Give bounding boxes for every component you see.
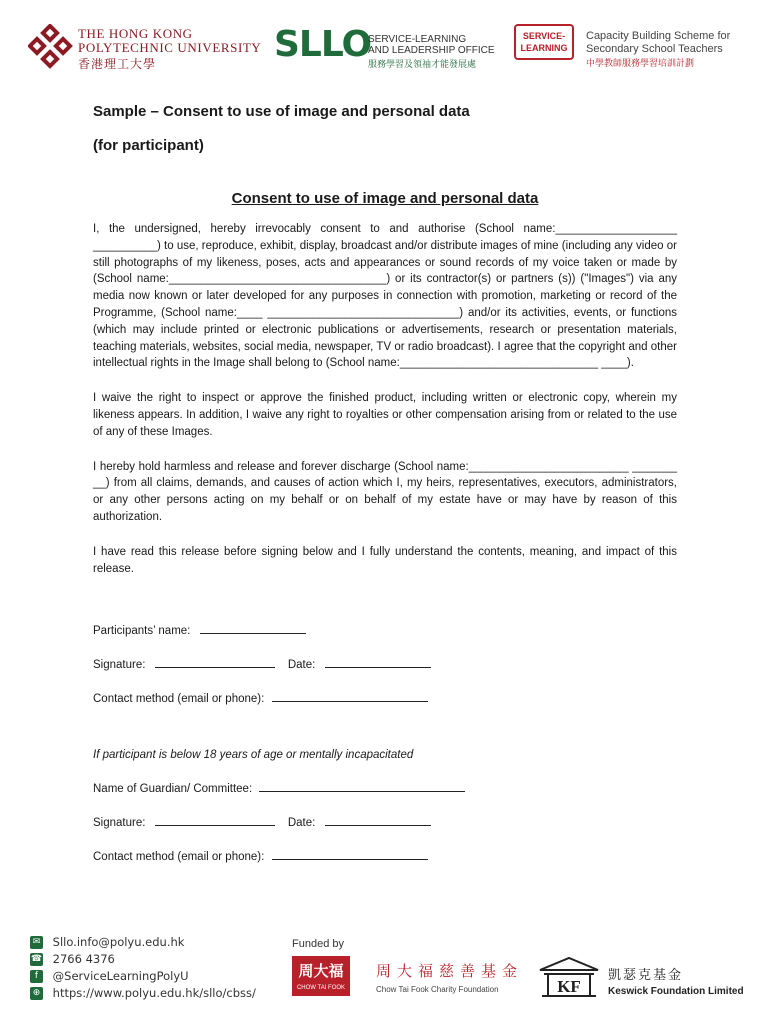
date-label: Date: <box>287 659 316 672</box>
sllo-name-line2: AND LEADERSHIP OFFICE <box>368 45 495 56</box>
polyu-name-en-line2: POLYTECHNIC UNIVERSITY <box>78 40 262 55</box>
guardian-contact-row <box>93 847 677 881</box>
scheme-name-zh: 中學教師服務學習培訓計劃 <box>586 58 695 68</box>
ctf-foundation-en: Chow Tai Fook Charity Foundation <box>376 985 499 994</box>
facebook-link[interactable]: @ServiceLearningPolyU <box>52 969 189 983</box>
consent-paragraph-2: I waive the right to inspect or approve the finished product, including written or electronic copy, wherein my likeness appears. In addition, I waive any right to royalties or other compensation arising from or related to the use of any of these Images. <box>93 392 677 438</box>
service-learning-badge: SERVICE- LEARNING <box>514 24 574 60</box>
guardian-name-label: Name of Guardian/ Committee: <box>93 783 253 796</box>
guardian-signature-blank[interactable] <box>155 813 275 826</box>
website-link[interactable]: https://www.polyu.edu.hk/sllo/cbss/ <box>52 986 256 1000</box>
guardian-date-label: Date: <box>287 817 316 830</box>
polyu-logo <box>28 22 260 72</box>
participant-fields <box>93 621 677 881</box>
contact-label: Contact method (email or phone): <box>93 693 265 706</box>
consent-paragraph-3: I hereby hold harmless and release and forever discharge (School name:_________________________ _______ __) from all claims, demands, and causes of action which I, my heirs, representatives, executors, administrators, or any other persons acting on my behalf or on behalf of my estate have or may have by reason of this authorization. <box>93 460 677 523</box>
guardian-date-blank[interactable] <box>325 813 431 826</box>
participant-name-label: Participants’ name: <box>93 625 191 638</box>
document-subheading: (for participant) <box>93 137 204 154</box>
guardian-note: If participant is below 18 years of age or mentally incapacitated <box>93 749 414 762</box>
contact-info <box>30 934 280 1002</box>
email-link[interactable]: Sllo.info@polyu.edu.hk <box>52 935 185 949</box>
document-heading: Sample – Consent to use of image and personal data <box>93 103 470 120</box>
ctf-foundation-name <box>376 960 523 994</box>
participant-contact-row <box>93 689 677 723</box>
ctf-logo <box>292 956 350 996</box>
signature-blank[interactable] <box>155 655 275 668</box>
guardian-name-row <box>93 779 677 813</box>
facebook-row <box>30 968 280 985</box>
consent-paragraph-4: I have read this release before signing below and I fully understand the contents, meaning, and impact of this release. <box>93 545 677 575</box>
guardian-signature-label: Signature: <box>93 817 146 830</box>
funded-by-label: Funded by <box>292 938 344 950</box>
footer <box>30 934 750 1004</box>
document-body <box>93 102 677 881</box>
keswick-foundation-name <box>608 964 744 997</box>
facebook-icon: f <box>30 970 43 983</box>
ctf-foundation-zh: 周大福慈善基金 <box>376 963 524 980</box>
sllo-wordmark: SLLO <box>274 24 372 65</box>
participant-name-blank[interactable] <box>200 621 306 634</box>
phone-icon: ☎ <box>30 954 43 964</box>
keswick-name-zh: 凱瑟克基金 <box>608 967 684 982</box>
participant-name-row <box>93 621 677 655</box>
ctf-logo-zh: 周大福 <box>298 963 344 980</box>
email-row <box>30 934 280 951</box>
guardian-signature-row <box>93 813 677 847</box>
signature-label: Signature: <box>93 659 146 672</box>
phone-number: 2766 4376 <box>52 952 115 966</box>
scheme-name-line2: Secondary School Teachers <box>586 43 723 55</box>
polyu-name-zh: 香港理工大學 <box>78 57 157 71</box>
capacity-scheme-logo <box>514 24 754 74</box>
guardian-contact-blank[interactable] <box>272 847 428 860</box>
ctf-logo-en: CHOW TAI FOOK <box>296 985 346 991</box>
guardian-contact-label: Contact method (email or phone): <box>93 851 265 864</box>
guardian-name-blank[interactable] <box>259 779 465 792</box>
keswick-logo-icon <box>538 956 600 998</box>
keswick-logo-mark: KF <box>557 977 581 996</box>
participant-signature-row <box>93 655 677 689</box>
header-logos <box>28 22 748 82</box>
website-row <box>30 985 280 1002</box>
consent-title: Consent to use of image and personal data <box>231 190 539 207</box>
polyu-name-en-line1: THE HONG KONG <box>78 26 193 41</box>
phone-row <box>30 951 280 968</box>
sllo-name-line1: SERVICE-LEARNING <box>368 34 467 45</box>
email-icon: ✉ <box>30 936 43 949</box>
sllo-name-zh: 服務學習及領袖才能發展處 <box>368 59 477 69</box>
date-blank[interactable] <box>325 655 431 668</box>
globe-icon: ⊕ <box>30 987 43 1000</box>
contact-blank[interactable] <box>272 689 428 702</box>
keswick-name-en: Keswick Foundation Limited <box>608 986 744 997</box>
scheme-name-line1: Capacity Building Scheme for <box>586 30 731 42</box>
polyu-emblem-icon <box>28 24 74 70</box>
consent-paragraph-1: I, the undersigned, hereby irrevocably consent to and authorise (School name:___________________ __________) to use, reproduce, exhibit, display, broadcast and/or distribute images of mine (including any video or still photographs of my likeness, poses, acts and appearances or sound records of my voice taken or made by (School name:__________________________________) or its contractor(s) or partners (s)) ("Images") via any media now known or later developed for any purposes in connection with promotion, marketing or record of the Programme, (School name:____ ______________________________) and/or its activities, events, or functions (which may include printed or electronic publications or advertisements, research or presentation materials, teaching materials, websites, social media, newspaper, TV or radio broadcast). I agree that the copyright and other intellectual rights in the Image shall belong to (School name:_______________________________ ____). <box>93 223 677 370</box>
sllo-logo <box>274 22 494 72</box>
